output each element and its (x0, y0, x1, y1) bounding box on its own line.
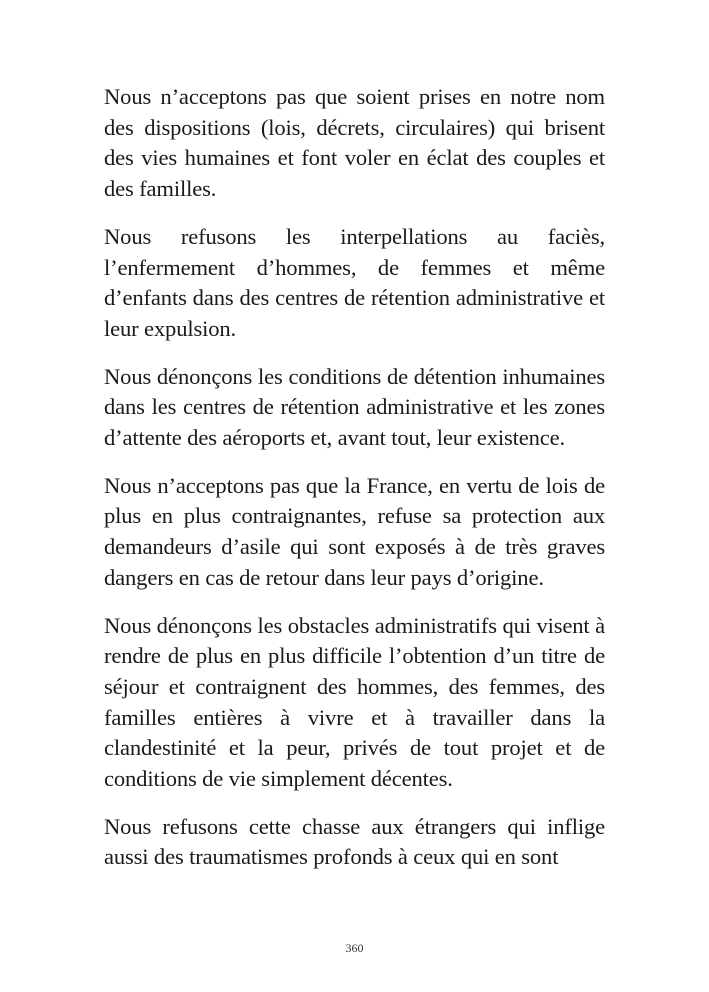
page-number: 360 (345, 941, 364, 955)
paragraph-2: Nous refusons les interpellations au faciès, l’enfermement d’hommes, de femmes et même d’enfants dans des centres de rétention administrative et leur expulsion. (104, 223, 605, 341)
paragraph-3: Nous dénonçons les conditions de détention inhumaines dans les centres de rétention administrative et les zones d’attente des aéroports et, avant tout, leur existence. (104, 363, 605, 451)
page-body (104, 82, 605, 890)
paragraph-4: Nous n’acceptons pas que la France, en vertu de lois de plus en plus contraignantes, refuse sa protection aux demandeurs d’asile qui sont exposés à de très graves dangers en cas de retour dans leur pays d’origine. (104, 472, 605, 590)
paragraph-6: Nous refusons cette chasse aux étrangers qui inflige aussi des traumatismes profonds à ceux qui en sont (104, 813, 605, 870)
paragraph-5: Nous dénonçons les obstacles administratifs qui visent à rendre de plus en plus difficile l’obtention d’un titre de séjour et contraignent des hommes, des femmes, des familles entières à vivre et à travailler dans la clandestinité et la peur, privés de tout projet et de conditions de vie simplement décentes. (104, 612, 605, 792)
paragraph-1: Nous n’acceptons pas que soient prises en notre nom des dispositions (lois, décrets, circulaires) qui brisent des vies humaines et font voler en éclat des couples et des familles. (104, 84, 605, 202)
